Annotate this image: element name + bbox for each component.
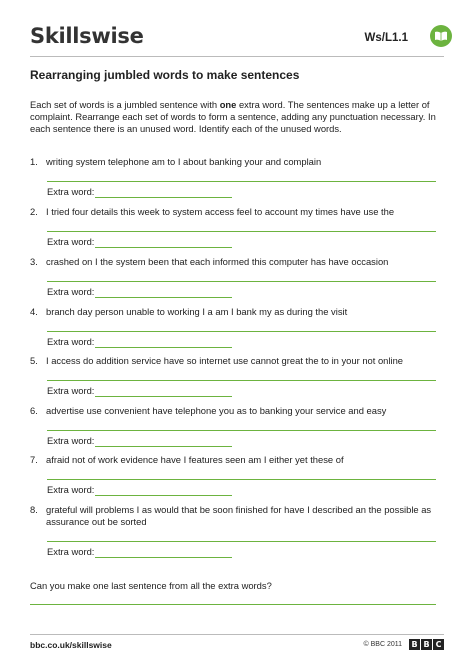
question-number: 1. <box>30 156 38 167</box>
jumbled-words: crashed on I the system been that each informed this computer has have occasion <box>46 256 389 267</box>
book-icon <box>430 25 452 47</box>
extra-word-label: Extra word: <box>47 236 95 247</box>
bbc-logo <box>409 639 444 650</box>
answer-line[interactable] <box>47 231 436 232</box>
final-question: Can you make one last sentence from all the extra words? <box>30 580 272 591</box>
extra-word-line[interactable] <box>95 396 232 397</box>
final-answer-line[interactable] <box>30 604 436 605</box>
instructions <box>30 99 448 135</box>
extra-word-line[interactable] <box>95 197 232 198</box>
answer-line[interactable] <box>47 479 436 480</box>
header-divider <box>30 56 444 57</box>
extra-word-label: Extra word: <box>47 546 95 557</box>
extra-word-label: Extra word: <box>47 435 95 446</box>
answer-line[interactable] <box>47 181 436 182</box>
extra-word-line[interactable] <box>95 297 232 298</box>
jumbled-words: afraid not of work evidence have I features seen am I either yet these of <box>46 454 344 465</box>
jumbled-words: I tried four details this week to system access feel to account my times have use the <box>46 206 395 217</box>
answer-line[interactable] <box>47 430 436 431</box>
footer-copyright: © BBC 2011 <box>363 641 402 648</box>
page-title: Rearranging jumbled words to make sentences <box>30 68 300 82</box>
header <box>30 20 452 56</box>
question-number: 6. <box>30 405 38 416</box>
answer-line[interactable] <box>47 380 436 381</box>
bbc-logo-letter: B <box>409 639 420 650</box>
question-number: 2. <box>30 206 38 217</box>
extra-word-line[interactable] <box>95 247 232 248</box>
extra-word-label: Extra word: <box>47 484 95 495</box>
extra-word-label: Extra word: <box>47 336 95 347</box>
extra-word-line[interactable] <box>95 446 232 447</box>
answer-line[interactable] <box>47 331 436 332</box>
extra-word-line[interactable] <box>95 495 232 496</box>
extra-word-label: Extra word: <box>47 186 95 197</box>
jumbled-words: branch day person unable to working I a am I bank my as during the visit <box>46 306 348 317</box>
instructions-text-2: extra word. The sentences make up a letter of complaint. Rearrange each set of words to form a sentence, adding any punctuation necessary. In each sentence there is an unused word. Identify each of the unused words. <box>30 99 436 134</box>
bbc-logo-letter: C <box>433 639 444 650</box>
instructions-text-1: Each set of words is a jumbled sentence with <box>30 99 220 110</box>
instructions-bold-word: one <box>219 99 237 110</box>
extra-word-line[interactable] <box>95 557 232 558</box>
skillswise-logo: Skillswise <box>30 24 144 48</box>
question-number: 4. <box>30 306 38 317</box>
jumbled-words: advertise use convenient have telephone you as to banking your service and easy <box>46 405 387 416</box>
question-number: 8. <box>30 504 38 515</box>
bbc-logo-letter: B <box>421 639 432 650</box>
extra-word-label: Extra word: <box>47 286 95 297</box>
footer-url: bbc.co.uk/skillswise <box>30 640 112 650</box>
extra-word-line[interactable] <box>95 347 232 348</box>
worksheet-code: Ws/L1.1 <box>364 32 408 44</box>
extra-word-label: Extra word: <box>47 385 95 396</box>
question-number: 7. <box>30 454 38 465</box>
jumbled-words: writing system telephone am to I about banking your and complain <box>46 156 322 167</box>
footer-divider <box>30 634 444 635</box>
answer-line[interactable] <box>47 281 436 282</box>
jumbled-words: I access do addition service have so internet use cannot great the to in your not online <box>46 355 403 366</box>
answer-line[interactable] <box>47 541 436 542</box>
question-number: 3. <box>30 256 38 267</box>
jumbled-words: grateful will problems I as would that be soon finished for have I described an the possible as assurance out be sorted <box>46 504 432 527</box>
question-number: 5. <box>30 355 38 366</box>
